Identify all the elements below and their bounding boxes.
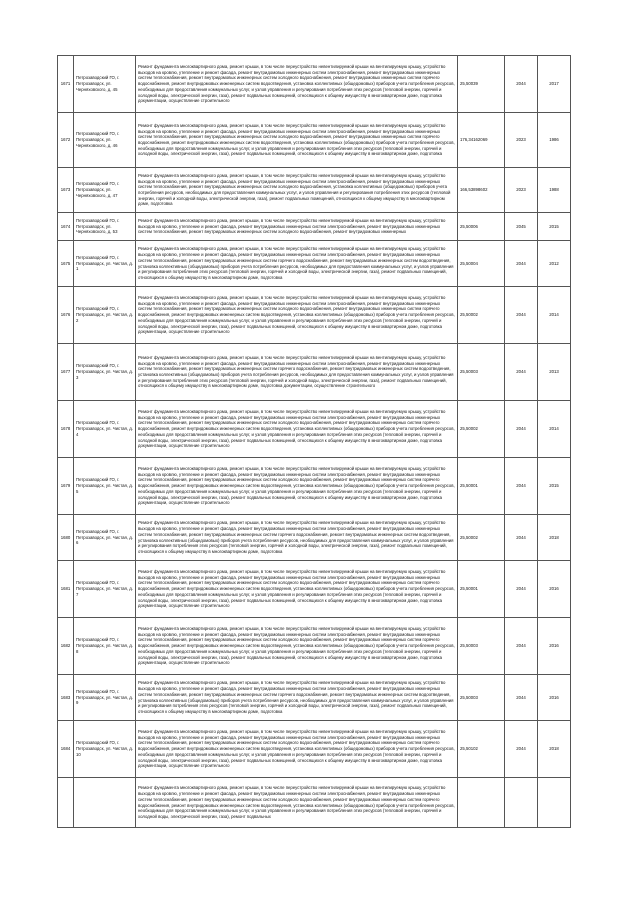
- row-number-cell: 1676: [58, 287, 74, 344]
- work-description-cell: Ремонт фундамента многоквартирного дома, ремонт крыши, в том числе переустройство невентилируемой крыши на вентилируемую крышу, устройство выходов на кровлю, утепление и ремонт фасада, ремонт внутридомовых инженерных систем электроснабжения, ремонт внутридомовых инженерных систем теплоснабжения, ремонт внутридомовых инженерных систем горячего водоснабжения, ремонт внутридомовых инженерных систем водоотведения, установка коллективных (общедомовых) приборов учета потребления ресурсов, необходимых для предоставления коммунальных услуг, и узлов управления и регулирования потребления этих ресурсов (тепловой энергии, горячей и холодной воды, электрической энергии, газа), ремонт подвальных помещений, относящихся к общему имуществу в многоквартирном доме, подготовка: [136, 675, 458, 721]
- table-row: [58, 241, 571, 287]
- table-row: [58, 401, 571, 458]
- planned-year-cell: 2023: [505, 168, 538, 213]
- survey-year-cell: 2014: [538, 287, 571, 344]
- planned-year-cell: 2023: [505, 113, 538, 168]
- address-cell: Петрозаводский ГО, г. Петрозаводск, ул. Чистая, д. 7: [74, 561, 136, 618]
- planned-year-cell: 2045: [505, 213, 538, 241]
- row-number-cell: 1673: [58, 168, 74, 213]
- row-number-cell: 1680: [58, 515, 74, 561]
- planned-year-cell: [505, 778, 538, 828]
- table-row: [58, 168, 571, 213]
- table-row: [58, 458, 571, 515]
- work-description-cell: Ремонт фундамента многоквартирного дома, ремонт крыши, в том числе переустройство невентилируемой крыши на вентилируемую крышу, устройство выходов на кровлю, утепление и ремонт фасада, ремонт внутридомовых инженерных систем электроснабжения, ремонт внутридомовых инженерных систем теплоснабжения, ремонт внутридомовых инженерных систем холодного водоснабжения, ремонт внутридомовых инженерных систем горячего водоснабжения, ремонт внутридомовых инженерных систем водоотведения, установка коллективных (общедомовых) приборов учета потребления ресурсов, необходимых для предоставления коммунальных услуг, и узлов управления и регулирования потребления этих ресурсов (тепловой энергии, горячей и холодной воды, электрической энергии, газа), ремонт подвальных помещений, относящихся к общему имуществу в многоквартирном доме, подготовка документации, осуществление строительного: [136, 56, 458, 113]
- cost-cell: 25,50004: [458, 241, 505, 287]
- survey-year-cell: 2017: [538, 56, 571, 113]
- work-description-cell: Ремонт фундамента многоквартирного дома, ремонт крыши, в том числе переустройство невентилируемой крыши на вентилируемую крышу, устройство выходов на кровлю, утепление и ремонт фасада, ремонт внутридомовых инженерных систем электроснабжения, ремонт внутридомовых инженерных систем теплоснабжения, ремонт внутридомовых инженерных систем холодного водоснабжения, ремонт внутридомовых инженерных систем горячего водоснабжения, ремонт внутридомовых инженерных систем водоотведения, установка коллективных (общедомовых) приборов учета потребления ресурсов, необходимых для предоставления коммунальных услуг, и узлов управления и регулирования потребления этих ресурсов (тепловой энергии, горячей и холодной воды, электрической энергии, газа), ремонт подвальных помещений, относящихся к общему имуществу в многоквартирном доме, подготовка документации, осуществление строительного: [136, 721, 458, 778]
- work-description-cell: Ремонт фундамента многоквартирного дома, ремонт крыши, в том числе переустройство невентилируемой крыши на вентилируемую крышу, устройство выходов на кровлю, утепление и ремонт фасада, ремонт внутридомовых инженерных систем электроснабжения, ремонт внутридомовых инженерных систем теплоснабжения, ремонт внутридомовых инженерных систем холодного водоснабжения, установка коллективных (общедомовых) приборов учета потребления ресурсов, необходимых для предоставления коммунальных услуг, и узлов управления и регулирования потребления этих ресурсов (тепловой энергии, горячей и холодной воды, электрической энергии, газа), ремонт подвальных помещений, относящихся к общему имуществу в многоквартирном доме, подготовка: [136, 168, 458, 213]
- survey-year-cell: 2014: [538, 401, 571, 458]
- work-description-cell: Ремонт фундамента многоквартирного дома, ремонт крыши, в том числе переустройство невентилируемой крыши на вентилируемую крышу, устройство выходов на кровлю, утепление и ремонт фасада, ремонт внутридомовых инженерных систем электроснабжения, ремонт внутридомовых инженерных систем теплоснабжения, ремонт внутридомовых инженерных систем холодного водоснабжения, ремонт внутридомовых инженерных систем горячего водоснабжения, ремонт внутридомовых инженерных систем водоотведения, установка коллективных (общедомовых) приборов учета потребления ресурсов, необходимых для предоставления коммунальных услуг, и узлов управления и регулирования потребления этих ресурсов (тепловой энергии, горячей и холодной воды, электрической энергии, газа), ремонт подвальных помещений, относящихся к общему имуществу в многоквартирном доме, подготовка документации, осуществление строительного: [136, 618, 458, 675]
- row-number-cell: 1684: [58, 721, 74, 778]
- work-description-cell: Ремонт фундамента многоквартирного дома, ремонт крыши, в том числе переустройство невентилируемой крыши на вентилируемую крышу, устройство выходов на кровлю, утепление и ремонт фасада, ремонт внутридомовых инженерных систем электроснабжения, ремонт внутридомовых инженерных систем теплоснабжения, ремонт внутридомовых инженерных систем горячего водоснабжения, ремонт внутридомовых инженерных систем водоотведения, установка коллективных (общедомовых) приборов учета потребления ресурсов, необходимых для предоставления коммунальных услуг, и узлов управления и регулирования потребления этих ресурсов (тепловой энергии, горячей и холодной воды, электрической энергии, газа), ремонт подвальных помещений, относящихся к общему имуществу в многоквартирном доме, подготовка документации, осуществление строительного: [136, 344, 458, 401]
- address-cell: Петрозаводский ГО, г. Петрозаводск, ул. Чистая, д. 5: [74, 458, 136, 515]
- work-description-cell: Ремонт фундамента многоквартирного дома, ремонт крыши, в том числе переустройство невентилируемой крыши на вентилируемую крышу, устройство выходов на кровлю, утепление и ремонт фасада, ремонт внутридомовых инженерных систем электроснабжения, ремонт внутридомовых инженерных систем теплоснабжения, ремонт внутридомовых инженерных систем холодного водоснабжения, ремонт внутридомовых инженерных систем горячего водоснабжения, ремонт внутридомовых инженерных систем водоотведения, установка коллективных (общедомовых) приборов учета потребления ресурсов, необходимых для предоставления коммунальных услуг, и узлов управления и регулирования потребления этих ресурсов (тепловой энергии, горячей и холодной воды, электрической энергии, газа), ремонт подвальных помещений, относящихся к общему имуществу в многоквартирном доме, подготовка документации, осуществление строительного: [136, 287, 458, 344]
- planned-year-cell: 2044: [505, 515, 538, 561]
- table-row: [58, 113, 571, 168]
- address-cell: Петрозаводский ГО, г. Петрозаводск, ул. Чистая, д. 6: [74, 515, 136, 561]
- survey-year-cell: 2013: [538, 344, 571, 401]
- cost-cell: 176,34162069: [458, 113, 505, 168]
- table-row: [58, 344, 571, 401]
- cost-cell: 25,50003: [458, 344, 505, 401]
- row-number-cell: 1671: [58, 56, 74, 113]
- row-number-cell: 1679: [58, 458, 74, 515]
- planned-year-cell: 2044: [505, 344, 538, 401]
- work-description-cell: Ремонт фундамента многоквартирного дома, ремонт крыши, в том числе переустройство невентилируемой крыши на вентилируемую крышу, устройство выходов на кровлю, утепление и ремонт фасада, ремонт внутридомовых инженерных систем электроснабжения, ремонт внутридомовых инженерных систем теплоснабжения, ремонт внутридомовых инженерных систем холодного водоснабжения, ремонт внутридомовых инженерных систем горячего водоснабжения, ремонт внутридомовых инженерных систем водоотведения, установка коллективных (общедомовых) приборов учета потребления ресурсов, необходимых для предоставления коммунальных услуг, и узлов управления и регулирования потребления этих ресурсов (тепловой энергии, горячей и холодной воды, электрической энергии, газа), ремонт подвальных помещений, относящихся к общему имуществу в многоквартирном доме, подготовка документации, осуществление строительного: [136, 401, 458, 458]
- planned-year-cell: 2044: [505, 241, 538, 287]
- survey-year-cell: 2015: [538, 458, 571, 515]
- survey-year-cell: 2016: [538, 618, 571, 675]
- planned-year-cell: 2044: [505, 561, 538, 618]
- cost-cell: 25,50003: [458, 618, 505, 675]
- cost-cell: 25,50039: [458, 56, 505, 113]
- cost-cell: 25,50002: [458, 287, 505, 344]
- survey-year-cell: [538, 778, 571, 828]
- address-cell: Петрозаводский ГО, г. Петрозаводск, ул. Чистая, д. 1: [74, 241, 136, 287]
- table-row: [58, 561, 571, 618]
- capital-repair-table: [57, 55, 571, 828]
- address-cell: Петрозаводский ГО, г. Петрозаводск, ул. Чистая, д. 10: [74, 721, 136, 778]
- survey-year-cell: 2018: [538, 515, 571, 561]
- address-cell: Петрозаводский ГО, г. Петрозаводск, ул. Чистая, д. 9: [74, 675, 136, 721]
- address-cell: Петрозаводский ГО, г. Петрозаводск, ул. Чистая, д. 4: [74, 401, 136, 458]
- row-number-cell: 1681: [58, 561, 74, 618]
- planned-year-cell: 2044: [505, 287, 538, 344]
- planned-year-cell: 2044: [505, 721, 538, 778]
- table-row: [58, 287, 571, 344]
- survey-year-cell: 2015: [538, 213, 571, 241]
- table-body: [58, 56, 571, 828]
- cost-cell: [458, 778, 505, 828]
- address-cell: Петрозаводский ГО, г. Петрозаводск, ул. Чистая, д. 2: [74, 287, 136, 344]
- table-row: [58, 56, 571, 113]
- table-row: [58, 675, 571, 721]
- table-row: [58, 778, 571, 828]
- work-description-cell: Ремонт фундамента многоквартирного дома, ремонт крыши, в том числе переустройство невентилируемой крыши на вентилируемую крышу, устройство выходов на кровлю, утепление и ремонт фасада, ремонт внутридомовых инженерных систем электроснабжения, ремонт внутридомовых инженерных систем теплоснабжения, ремонт внутридомовых инженерных систем холодного водоснабжения, ремонт внутридомовых инженерных: [136, 213, 458, 241]
- address-cell: Петрозаводский ГО, г. Петрозаводск, ул. Черняховского, д. 53: [74, 213, 136, 241]
- cost-cell: 25,50002: [458, 401, 505, 458]
- table-row: [58, 721, 571, 778]
- cost-cell: 25,50006: [458, 213, 505, 241]
- cost-cell: 166,53898602: [458, 168, 505, 213]
- survey-year-cell: 1986: [538, 113, 571, 168]
- row-number-cell: 1678: [58, 401, 74, 458]
- work-description-cell: Ремонт фундамента многоквартирного дома, ремонт крыши, в том числе переустройство невентилируемой крыши на вентилируемую крышу, устройство выходов на кровлю, утепление и ремонт фасада, ремонт внутридомовых инженерных систем электроснабжения, ремонт внутридомовых инженерных систем теплоснабжения, ремонт внутридомовых инженерных систем холодного водоснабжения, ремонт внутридомовых инженерных систем горячего водоснабжения, ремонт внутридомовых инженерных систем водоотведения, установка коллективных (общедомовых) приборов учета потребления ресурсов, необходимых для предоставления коммунальных услуг, и узлов управления и регулирования потребления этих ресурсов (тепловой энергии, горячей и холодной воды, электрической энергии, газа), ремонт подвальных помещений, относящихся к общему имуществу в многоквартирном доме, подготовка документации, осуществление строительного: [136, 561, 458, 618]
- row-number-cell: 1683: [58, 675, 74, 721]
- cost-cell: 25,50001: [458, 458, 505, 515]
- row-number-cell: 1674: [58, 213, 74, 241]
- row-number-cell: 1672: [58, 113, 74, 168]
- row-number-cell: 1677: [58, 344, 74, 401]
- survey-year-cell: 1988: [538, 168, 571, 213]
- planned-year-cell: 2044: [505, 401, 538, 458]
- work-description-cell: Ремонт фундамента многоквартирного дома, ремонт крыши, в том числе переустройство невентилируемой крыши на вентилируемую крышу, устройство выходов на кровлю, утепление и ремонт фасада, ремонт внутридомовых инженерных систем электроснабжения, ремонт внутридомовых инженерных систем теплоснабжения, ремонт внутридомовых инженерных систем холодного водоснабжения, ремонт внутридомовых инженерных систем горячего водоснабжения, ремонт внутридомовых инженерных систем водоотведения, установка коллективных (общедомовых) приборов учета потребления ресурсов, необходимых для предоставления коммунальных услуг, и узлов управления и регулирования потребления этих ресурсов (тепловой энергии, горячей и холодной воды, электрической энергии, газа), ремонт подвальных: [136, 778, 458, 828]
- planned-year-cell: 2044: [505, 618, 538, 675]
- planned-year-cell: 2044: [505, 458, 538, 515]
- planned-year-cell: 2044: [505, 675, 538, 721]
- work-description-cell: Ремонт фундамента многоквартирного дома, ремонт крыши, в том числе переустройство невентилируемой крыши на вентилируемую крышу, устройство выходов на кровлю, утепление и ремонт фасада, ремонт внутридомовых инженерных систем электроснабжения, ремонт внутридомовых инженерных систем теплоснабжения, ремонт внутридомовых инженерных систем горячего водоснабжения, ремонт внутридомовых инженерных систем водоотведения, установка коллективных (общедомовых) приборов учета потребления ресурсов, необходимых для предоставления коммунальных услуг, и узлов управления и регулирования потребления этих ресурсов (тепловой энергии, горячей и холодной воды, электрической энергии, газа), ремонт подвальных помещений, относящихся к общему имуществу в многоквартирном доме, подготовка: [136, 515, 458, 561]
- address-cell: [74, 778, 136, 828]
- cost-cell: 25,50002: [458, 515, 505, 561]
- cost-cell: 25,50001: [458, 561, 505, 618]
- survey-year-cell: 2016: [538, 561, 571, 618]
- table-row: [58, 618, 571, 675]
- row-number-cell: 1682: [58, 618, 74, 675]
- row-number-cell: [58, 778, 74, 828]
- address-cell: Петрозаводский ГО, г. Петрозаводск, ул. Черняховского, д. 45: [74, 56, 136, 113]
- table-row: [58, 515, 571, 561]
- survey-year-cell: 2018: [538, 721, 571, 778]
- row-number-cell: 1675: [58, 241, 74, 287]
- work-description-cell: Ремонт фундамента многоквартирного дома, ремонт крыши, в том числе переустройство невентилируемой крыши на вентилируемую крышу, устройство выходов на кровлю, утепление и ремонт фасада, ремонт внутридомовых инженерных систем электроснабжения, ремонт внутридомовых инженерных систем теплоснабжения, ремонт внутридомовых инженерных систем холодного водоснабжения, ремонт внутридомовых инженерных систем горячего водоснабжения, ремонт внутридомовых инженерных систем водоотведения, установка коллективных (общедомовых) приборов учета потребления ресурсов, необходимых для предоставления коммунальных услуг, и узлов управления и регулирования потребления этих ресурсов (тепловой энергии, горячей и холодной воды, электрической энергии, газа), ремонт подвальных помещений, относящихся к общему имуществу в многоквартирном доме, подготовка документации, осуществление строительного: [136, 458, 458, 515]
- planned-year-cell: 2044: [505, 56, 538, 113]
- survey-year-cell: 2012: [538, 241, 571, 287]
- cost-cell: 25,50102: [458, 721, 505, 778]
- cost-cell: 25,50003: [458, 675, 505, 721]
- survey-year-cell: 2016: [538, 675, 571, 721]
- work-description-cell: Ремонт фундамента многоквартирного дома, ремонт крыши, в том числе переустройство невентилируемой крыши на вентилируемую крышу, устройство выходов на кровлю, утепление и ремонт фасада, ремонт внутридомовых инженерных систем электроснабжения, ремонт внутридомовых инженерных систем теплоснабжения, ремонт внутридомовых инженерных систем холодного водоснабжения, ремонт внутридомовых инженерных систем горячего водоснабжения, ремонт внутридомовых инженерных систем водоотведения, установка коллективных (общедомовых) приборов учета потребления ресурсов, необходимых для предоставления коммунальных услуг, и узлов управления и регулирования потребления этих ресурсов (тепловой энергии, горячей и холодной воды, электрической энергии, газа), ремонт подвальных помещений, относящихся к общему имуществу в многоквартирном доме, подготовка: [136, 113, 458, 168]
- address-cell: Петрозаводский ГО, г. Петрозаводск, ул. Чистая, д. 3: [74, 344, 136, 401]
- table-row: [58, 213, 571, 241]
- address-cell: Петрозаводский ГО, г. Петрозаводск, ул. Черняховского, д. 47: [74, 168, 136, 213]
- work-description-cell: Ремонт фундамента многоквартирного дома, ремонт крыши, в том числе переустройство невентилируемой крыши на вентилируемую крышу, устройство выходов на кровлю, утепление и ремонт фасада, ремонт внутридомовых инженерных систем электроснабжения, ремонт внутридомовых инженерных систем теплоснабжения, ремонт внутридомовых инженерных систем горячего водоснабжения, ремонт внутридомовых инженерных систем водоотведения, установка коллективных (общедомовых) приборов учета потребления ресурсов, необходимых для предоставления коммунальных услуг, и узлов управления и регулирования потребления этих ресурсов (тепловой энергии, горячей и холодной воды, электрической энергии, газа), ремонт подвальных помещений, относящихся к общему имуществу в многоквартирном доме, подготовка: [136, 241, 458, 287]
- address-cell: Петрозаводский ГО, г. Петрозаводск, ул. Черняховского, д. 46: [74, 113, 136, 168]
- address-cell: Петрозаводский ГО, г. Петрозаводск, ул. Чистая, д. 8: [74, 618, 136, 675]
